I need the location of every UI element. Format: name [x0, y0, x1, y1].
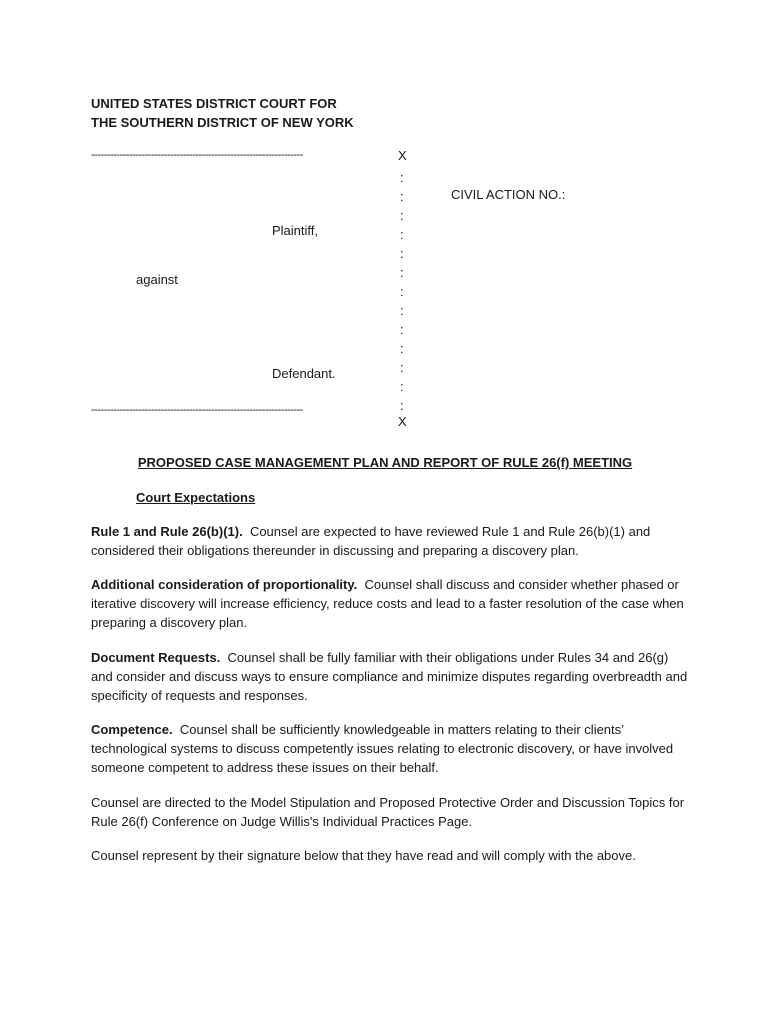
caption-colon: :	[400, 208, 404, 223]
document-title: PROPOSED CASE MANAGEMENT PLAN AND REPORT OF RULE 26(f) MEETING	[137, 455, 633, 470]
caption-colon: :	[400, 379, 404, 394]
paragraph-heading: Competence.	[91, 722, 173, 737]
paragraph-text: Counsel shall be sufficiently knowledgeable in matters relating to their clients’ technological systems to discuss competently issues relating to electronic discovery, or have involved someone competent to address these issues on their behalf.	[91, 722, 674, 775]
court-name-line-1: UNITED STATES DISTRICT COURT FOR	[91, 96, 337, 111]
court-name-line-2: THE SOUTHERN DISTRICT OF NEW YORK	[91, 115, 354, 130]
paragraph-proportionality	[91, 575, 691, 632]
paragraph-competence	[91, 720, 691, 777]
caption-colon: :	[400, 398, 404, 413]
section-heading: Court Expectations	[136, 490, 256, 505]
paragraph-text: Counsel shall be fully familiar with their obligations under Rules 34 and 26(g) and consider and discuss ways to ensure compliance and minimize disputes regarding overbreadth and specificity of requests and responses.	[91, 650, 688, 703]
paragraph-heading: Document Requests.	[91, 650, 221, 665]
caption-colon: :	[400, 284, 404, 299]
caption-top-rule: -------------------------------------------------------------------	[91, 149, 303, 161]
caption-bottom-rule: -------------------------------------------------------------------	[91, 404, 303, 416]
against-label: against	[136, 272, 178, 287]
caption-colon: :	[400, 360, 404, 375]
paragraph-text: Counsel are expected to have reviewed Rule 1 and Rule 26(b)(1) and considered their obligations thereunder in discussing and preparing a discovery plan.	[91, 524, 651, 558]
caption-bottom-x: X	[398, 414, 407, 429]
caption-top-x: X	[398, 148, 407, 163]
defendant-label: Defendant.	[272, 366, 336, 381]
caption-colon: :	[400, 303, 404, 318]
civil-action-number: CIVIL ACTION NO.:	[451, 187, 566, 202]
caption-colon: :	[400, 246, 404, 261]
caption-colon: :	[400, 322, 404, 337]
caption-colon: :	[400, 265, 404, 280]
plaintiff-label: Plaintiff,	[272, 223, 319, 238]
court-heading	[91, 94, 354, 132]
paragraph-text: Counsel shall discuss and consider whether phased or iterative discovery will increase efficiency, reduce costs and lead to a faster resolution of the case when preparing a discovery plan.	[91, 577, 684, 630]
paragraph-heading: Additional consideration of proportionality.	[91, 577, 358, 592]
paragraph-text: Counsel represent by their signature below that they have read and will comply with the above.	[91, 848, 636, 863]
caption-colon: :	[400, 170, 404, 185]
paragraph-heading: Rule 1 and Rule 26(b)(1).	[91, 524, 243, 539]
paragraph-document-requests	[91, 648, 691, 705]
paragraph-model-stipulation	[91, 793, 691, 831]
paragraph-text: Counsel are directed to the Model Stipulation and Proposed Protective Order and Discussion Topics for Rule 26(f) Conference on Judge Willis's Individual Practices Page.	[91, 795, 685, 829]
paragraph-signature-statement	[91, 846, 691, 865]
caption-colon: :	[400, 341, 404, 356]
caption-colon-column	[400, 168, 410, 415]
caption-colon: :	[400, 189, 404, 204]
paragraph-rule-1	[91, 522, 691, 560]
caption-colon: :	[400, 227, 404, 242]
